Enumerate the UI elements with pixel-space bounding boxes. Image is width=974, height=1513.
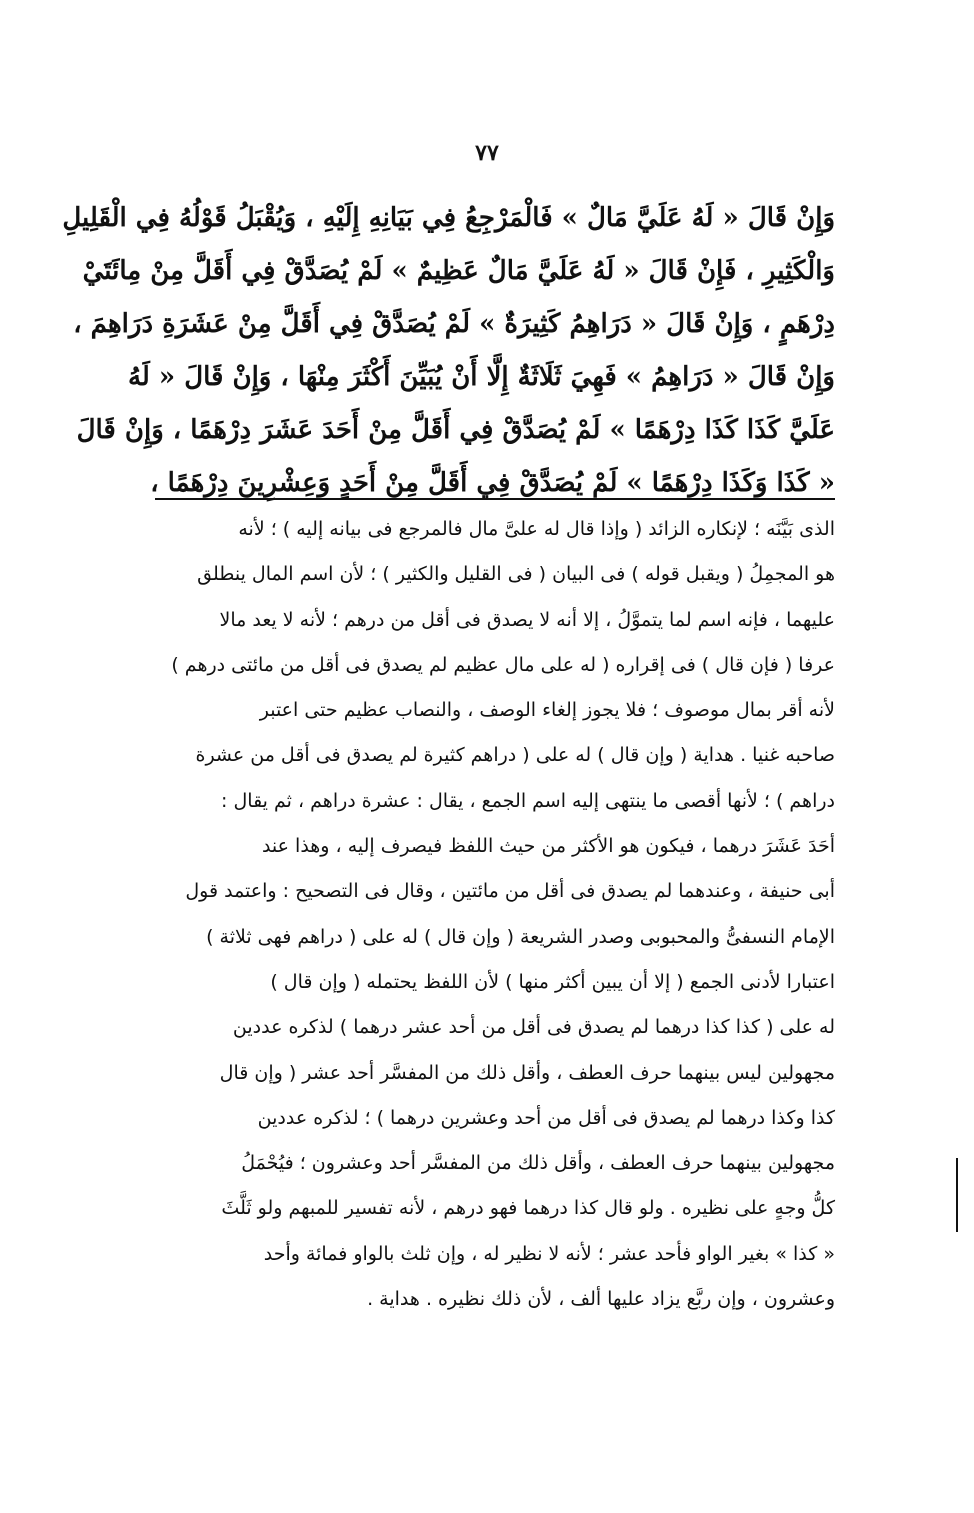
main-text-line: « كَذَا وَكَذَا دِرْهَمًا » لَمْ يُصَدَّقْ فِي أَقَلَّ مِنْ أَحَدٍ وَعِشْرِينَ دِرْهَمًا ، [150,468,835,498]
commentary-line: كلُّ وجهٍ على نظيره . ولو قال كذا درهما فهو درهم ، لأنه تفسير للمبهم ولو ثَلَّثَ [221,1197,835,1220]
commentary-line: دراهم ) ؛ لأنها أقصى ما ينتهى إليه اسم الجمع ، يقال : عشرة دراهم ، ثم يقال : [221,789,835,812]
margin-line-mark [956,1158,958,1232]
commentary-line: اعتبارا لأدنى الجمع ( إلا أن يبين أكثر منها ) لأن اللفظ يحتمله ( وإن قال ) [270,970,835,993]
main-text-block [62,192,835,510]
commentary-line: صاحبه غنيا . هداية ( وإن قال ) له على ( دراهم كثيرة لم يصدق فى أقل من عشرة [195,744,835,767]
main-text-line: وَالْكَثِيرِ ، فَإِنْ قَالَ « لَهُ عَلَيَّ مَالٌ عَظِيمٌ » لَمْ يُصَدَّقْ فِي أَقَلَّ مِنْ مِائَتَيْ [82,256,835,286]
commentary-line: مجهولين بينهما حرف العطف ، وأقل ذلك من المفسَّر أحد وعشرون ؛ فيُحْمَلُ [241,1152,835,1175]
commentary-line: أحَدَ عَشَرَ درهما ، فيكون هو الأكثر من حيث اللفظ فيصرف إليه ، وهذا عند [261,835,835,858]
commentary-line: هو المجمِلُ ( ويقبل قوله ) فى البيان ( فى القليل والكثير ) ؛ لأن اسم المال ينطلق [197,563,835,586]
main-text-line: دِرْهَمٍ ، وَإِنْ قَالَ « دَرَاهِمُ كَثِيرَةٌ » لَمْ يُصَدَّقْ فِي أَقَلَّ مِنْ عَشَرَةِ دَرَاهِمَ ، [73,309,835,339]
commentary-line: وعشرون ، وإن ربَّع يزاد عليها ألف ، لأن ذلك نظيره . هداية . [367,1288,835,1311]
main-text-line: وَإِنْ قَالَ « دَرَاهِمُ » فَهِيَ ثَلَاثَةٌ إِلَّا أَنْ يُبَيِّنَ أَكْثَرَ مِنْهَا ، وَإِنْ قَالَ « لَهُ [127,362,835,392]
commentary-line: مجهولين ليس بينهما حرف العطف ، وأقل ذلك من المفسَّر أحد عشر ( وإن قال [219,1061,835,1084]
commentary-line: كذا وكذا درهما لم يصدق فى أقل من أحد وعشرين درهما ) ؛ لذكره عددين [257,1106,835,1129]
commentary-line: عرفا ( فإن قال ) فى إقراره ( له على مال عظيم لم يصدق فى أقل من مائتى درهم ) [171,653,835,676]
commentary-block [155,507,835,1322]
main-text-line: وَإِنْ قَالَ « لَهُ عَلَيَّ مَالٌ » فَالْمَرْجِعُ فِي بَيَانِهِ إِلَيْهِ ، وَيُقْبَلُ قَوْلُهُ فِي الْقَلِيلِ [62,203,835,233]
commentary-line: الإمام النسفىُّ والمحبوبى وصدر الشريعة ( وإن قال ) له على ( دراهم فهى ثلاثة ) [206,925,835,948]
main-text-line: عَلَيَّ كَذَا كَذَا دِرْهَمًا » لَمْ يُصَدَّقْ فِي أَقَلَّ مِنْ أَحَدَ عَشَرَ دِرْهَمًا ، وَإِنْ قَالَ [76,415,835,445]
section-divider [155,498,835,500]
commentary-line: له على ( كذا كذا درهما لم يصدق فى أقل من أحد عشر درهما ) لذكره عددين [232,1016,835,1039]
commentary-line: أبى حنيفة ، وعندهما لم يصدق فى أقل من مائتين ، وقال فى التصحيح : واعتمد قول [185,880,835,903]
page-number: ٧٧ [475,140,499,166]
commentary-line: الذى بَيَّنَه ؛ لإنكاره الزائد ( وإذا قال له علىَّ مال فالمرجع فى بيانه إليه ) ؛ لأنه [238,518,835,540]
commentary-line: لأنه أقر بمال موصوف ؛ فلا يجوز إلغاء الوصف ، والنصاب عظيم حتى اعتبر [259,699,835,722]
commentary-line: « كذا » بغير الواو فأحد عشر ؛ لأنه لا نظير له ، وإن ثلث بالواو فمائة وأحد [263,1242,835,1265]
commentary-line: عليهما ، فإنه اسم لما يتموَّلُ ، إلا أنه لا يصدق فى أقل من درهم ؛ لأنه لا يعد مالا [219,608,835,631]
